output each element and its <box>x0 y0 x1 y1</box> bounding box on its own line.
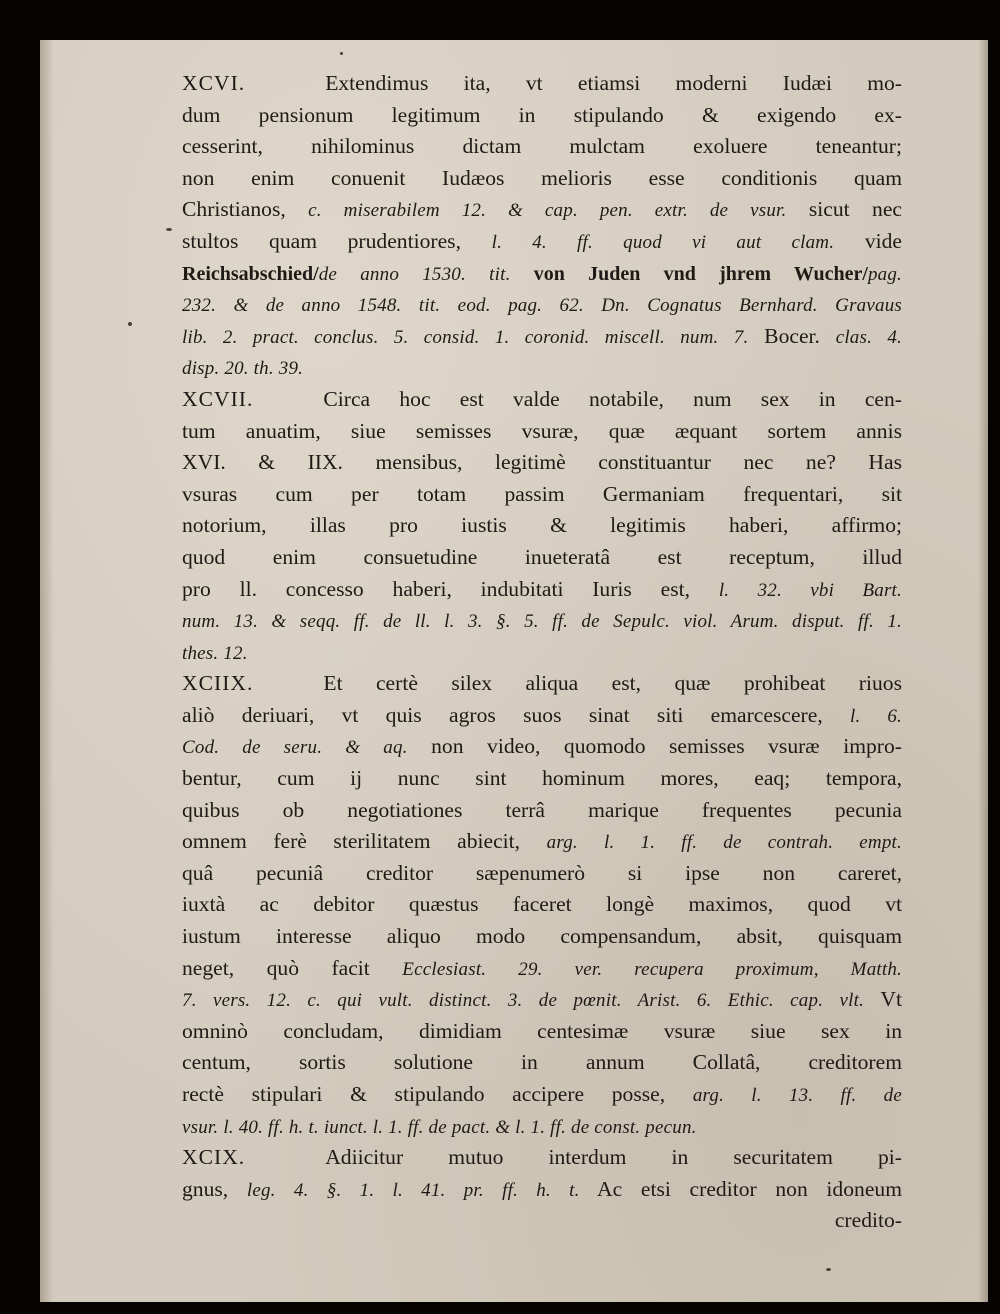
text-line: quod enim consuetudine inueteratâ est receptum, illud <box>182 544 902 569</box>
book-page <box>40 40 988 1302</box>
paragraph-number: XCIIX. <box>182 671 254 696</box>
text-line: notorium, illas pro iustis & legitimis haberi, affirmo; <box>182 513 902 538</box>
citation: c. miserabilem 12. & cap. pen. extr. de vsur. <box>308 200 787 222</box>
text-line <box>182 953 902 985</box>
citation: l. 6. <box>850 705 902 727</box>
citation: clas. 4. <box>835 326 902 348</box>
text-line <box>182 321 902 353</box>
text-run: aliò deriuari, vt quis agros suos sinat siti emarcescere, <box>182 702 851 727</box>
text-line: iustum interesse aliquo modo compensandum, absit, quisquam <box>182 924 902 949</box>
text-line: quibus ob negotiationes terrâ marique frequentes pecunia <box>182 797 902 822</box>
page-edge <box>978 40 988 1302</box>
citation: num. 13. & seqq. ff. de ll. l. 3. §. 5. ff. de Sepulc. viol. Arum. disput. ff. 1. <box>182 611 902 633</box>
text-line <box>182 605 902 637</box>
citation: thes. 12. <box>182 642 248 664</box>
text-run: sicut nec <box>786 197 902 222</box>
text-line: omninò concludam, dimidiam centesimæ vsuræ siue sex in <box>182 1018 902 1043</box>
text-line: tum anuatim, siue semisses vsuræ, quæ æquant sortem annis <box>182 418 902 443</box>
text-run: rectè stipulari & stipulando accipere posse, <box>182 1082 693 1106</box>
text-run: neget, quò facit <box>182 955 403 980</box>
text-line: quâ pecuniâ creditor sæpenumerò si ipse non careret, <box>182 860 902 885</box>
text-line <box>182 826 902 858</box>
blackletter-text: Reichsabschied/ <box>182 262 319 285</box>
text-line <box>182 700 902 732</box>
text-line <box>182 194 902 226</box>
paper-speck <box>128 322 132 326</box>
paragraph-number: XCIX. <box>182 1145 246 1170</box>
paper-speck <box>826 1268 831 1271</box>
citation: Ecclesiast. 29. ver. recupera proximum, Matth. <box>402 958 902 980</box>
text-line <box>182 668 902 700</box>
text-line <box>182 258 902 290</box>
text-run: pro ll. concesso haberi, indubitati Iuris est, <box>182 576 719 601</box>
text-run: Et certè silex aliqua est, quæ prohibeat riuos <box>323 671 902 696</box>
paper-speck <box>340 52 343 55</box>
paper-speck <box>166 228 172 231</box>
blackletter-text: von Juden vnd jhrem Wucher/ <box>510 262 868 285</box>
text-line <box>182 731 902 763</box>
text-line <box>182 226 902 258</box>
text-line <box>182 1079 902 1111</box>
citation: disp. 20. th. 39. <box>182 358 304 380</box>
text-run: Circa hoc est valde notabile, num sex in cen- <box>323 386 902 411</box>
text-run: gnus, <box>182 1176 247 1201</box>
text-line: cesserint, nihilominus dictam mulctam exoluere teneantur; <box>182 134 902 159</box>
text-line: vsuras cum per totam passim Germaniam frequentari, sit <box>182 481 902 506</box>
text-line: XVI. & IIX. mensibus, legitimè constituantur nec ne? Has <box>182 450 902 475</box>
text-line <box>182 984 902 1016</box>
citation: arg. l. 1. ff. de contrah. empt. <box>546 832 902 854</box>
text-line <box>182 289 902 321</box>
text-line <box>182 637 902 669</box>
citation: leg. 4. §. 1. l. 41. pr. ff. h. t. <box>246 1179 580 1201</box>
citation: 232. & de anno 1548. tit. eod. pag. 62. Dn. Cognatus Bernhard. Gravaus <box>182 295 902 317</box>
text-line <box>182 68 902 100</box>
text-run: Vt <box>864 987 902 1012</box>
text-line: iuxtà ac debitor quæstus faceret longè maximos, quod vt <box>182 892 902 917</box>
paragraph-number: XCVI. <box>182 71 246 95</box>
text-line: bentur, cum ij nunc sint hominum mores, eaq; tempora, <box>182 766 902 791</box>
text-run: Extendimus ita, vt etiamsi moderni Iudæi mo- <box>325 71 902 95</box>
text-run: omnem ferè sterilitatem abiecit, <box>182 829 547 854</box>
spine-shadow <box>40 40 54 1302</box>
citation: l. 4. ff. quod vi aut clam. <box>491 231 835 253</box>
citation: Cod. de seru. & aq. <box>182 737 408 759</box>
text-run: vide <box>834 228 902 253</box>
citation: vsur. l. 40. ff. h. t. iunct. l. 1. ff. de pact. & l. 1. ff. de const. pecun. <box>182 1116 697 1138</box>
text-line <box>182 1111 902 1143</box>
citation: pag. <box>867 263 902 285</box>
page-text <box>182 68 902 1237</box>
text-run: stultos quam prudentiores, <box>182 228 492 253</box>
text-line <box>182 384 902 416</box>
paragraph-number: XCVII. <box>182 386 254 411</box>
text-line <box>182 1174 902 1206</box>
citation: l. 32. vbi Bart. <box>718 579 902 601</box>
text-run: Ac etsi creditor non idoneum <box>579 1176 902 1201</box>
catchword: credito- <box>834 1208 902 1233</box>
text-run: Adiicitur mutuo interdum in securitatem pi- <box>325 1145 902 1170</box>
text-run: non video, quomodo semisses vsuræ impro- <box>407 734 902 759</box>
citation: arg. l. 13. ff. de <box>692 1085 902 1106</box>
text-line: non enim conuenit Iudæos melioris esse conditionis quam <box>182 165 902 190</box>
text-line <box>182 574 902 606</box>
text-line: dum pensionum legitimum in stipulando & exigendo ex- <box>182 102 902 127</box>
citation: de anno 1530. tit. <box>318 263 511 285</box>
text-run: Christianos, <box>182 197 309 222</box>
citation: lib. 2. pract. conclus. 5. consid. 1. coronid. miscell. num. 7. <box>182 326 749 348</box>
text-line: centum, sortis solutione in annum Collatâ, creditorem <box>182 1050 902 1075</box>
citation: 7. vers. 12. c. qui vult. distinct. 3. de pœnit. Arist. 6. Ethic. cap. vlt. <box>182 990 865 1012</box>
text-line <box>182 352 902 384</box>
text-run: Bocer. <box>748 323 836 348</box>
text-line <box>182 1142 902 1174</box>
